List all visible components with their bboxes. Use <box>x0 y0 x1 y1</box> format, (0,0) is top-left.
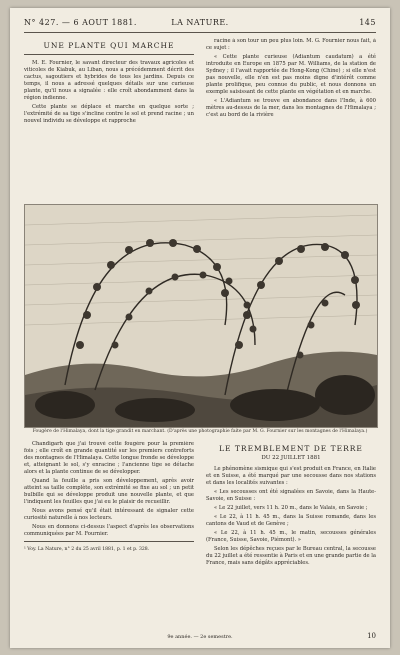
footnote-rule <box>24 541 194 542</box>
volume-line: 9e année. — 2e semestre. <box>167 634 233 640</box>
page-header <box>24 18 376 33</box>
paragraph: racine à son tour un peu plus loin. M. G. Fournier nous fait, à ce sujet : <box>206 38 376 51</box>
issue-number: N° 427. — 6 AOUT 1881. <box>24 18 137 27</box>
page-number: 145 <box>359 18 376 27</box>
paragraph: « Le 22, à 11 h. 45 m., dans la Suisse romande, dans les cantons de Vaud et de Genève ; <box>206 514 376 527</box>
journal-page <box>10 8 390 648</box>
paragraph: Quand la feuille a pris son développement, après avoir atteint sa taille complète, son extrémité se fixe au sol ; un petit bulbille qui se développe produit une nouvelle plante, et que l'indiquent les feuilles que j'ai eu le plaisir de recueillir. <box>24 478 194 505</box>
journal-title: LA NATURE. <box>171 18 229 27</box>
article-subtitle: DU 22 JUILLET 1881 <box>261 455 321 461</box>
footnote: ¹ Voy. La Nature, n° 2 du 25 avril 1881, p. 1 et p. 328. <box>24 547 150 552</box>
article-title: LE TREMBLEMENT DE TERRE <box>219 444 363 453</box>
fern-illustration <box>25 205 377 427</box>
column-top-left <box>24 38 194 200</box>
title-rule <box>24 54 194 55</box>
paragraph: « Les secousses ont été signalées en Savoie, dans la Haute-Savoie, en Suisse : <box>206 489 376 502</box>
column-top-right <box>206 38 376 200</box>
signature-mark: 10 <box>367 632 376 640</box>
paragraph: « Cette plante curieuse (Adiantum caudatum) a été introduite en Europe en 1875 par M. Williams, de la station de Sydney ; il l'avait rapportée de Hong-Kong (Chine) ; si elle n'est pas nouvelle, elle n'en est pas moins digne d'intérêt comme plante prolifique, peu connue du public, et nous donnons un exemple saisissant de cette plante en végétation et en marche. <box>206 54 376 95</box>
article-title: UNE PLANTE QUI MARCHE <box>43 41 175 50</box>
paragraph: Le phénomène sismique qui s'est produit en France, en Italie et en Suisse, a été marqué par une secousse dans nos stations et dans les localités suivantes : <box>206 466 376 486</box>
column-bottom-right <box>206 441 376 631</box>
paragraph: « Le 22, à 11 h. 45 m., le matin, secousses générales (France, Suisse, Savoie, Piémont). » <box>206 530 376 543</box>
paragraph: « Le 22 juillet, vers 11 h. 20 m., dans le Valais, en Savoie ; <box>214 505 368 511</box>
paragraph: « L'Adiantum se trouve en abondance dans l'Inde, à 600 mètres au-dessus de la mer, dans les montagnes de l'Himalaya ; c'est au bord de la rivière <box>206 98 376 118</box>
paragraph: Cette plante se déplace et marche en quelque sorte ; l'extrémité de sa tige s'incline contre le sol et prend racine ; un nouvel individu se développe et rapproche <box>24 104 194 124</box>
page-footer <box>24 634 376 644</box>
figure-caption: Fougère de l'Himalaya, dont la tige grandit en marchant. (D'après une photographie faite par M. G. Fournier sur les montagnes de l'Himalaya.) <box>32 429 368 434</box>
paragraph: Selon les dépêches reçues par le Bureau central, la secousse du 22 juillet a été ressentie à Paris et en une grande partie de la France, mais sans dégâts appréciables. <box>206 546 376 566</box>
fern-engraving <box>24 204 378 428</box>
paragraph: M. E. Fournier, le savant directeur des travaux agricoles et viticoles de Kiabuk, au Liban, nous a précédemment décrit des cactus, sagoutiers et hybrides de tous les jardins. Depuis ce temps, il nous a adressé quelques détails sur une curieuse plante, qu'il nous a signalée : elle croît abondamment dans la région indienne. <box>24 60 194 101</box>
paragraph: Chandigarh que j'ai trouvé cette fougère pour la première fois ; elle croît en grande quantité sur les premiers contreforts des montagnes de l'Himalaya. Cette longue fronde se développe et, atteignant le sol, s'y enracine ; l'ancienne tige se détache alors et la plante continue de se développer. <box>24 441 194 475</box>
paragraph: Nous avons pensé qu'il était intéressant de signaler cette curiosité naturelle à nos lecteurs. <box>24 508 194 521</box>
column-bottom-left <box>24 441 194 631</box>
paragraph: Nous en donnons ci-dessus l'aspect d'après les observations communiquées par M. Fournier. <box>24 524 194 537</box>
